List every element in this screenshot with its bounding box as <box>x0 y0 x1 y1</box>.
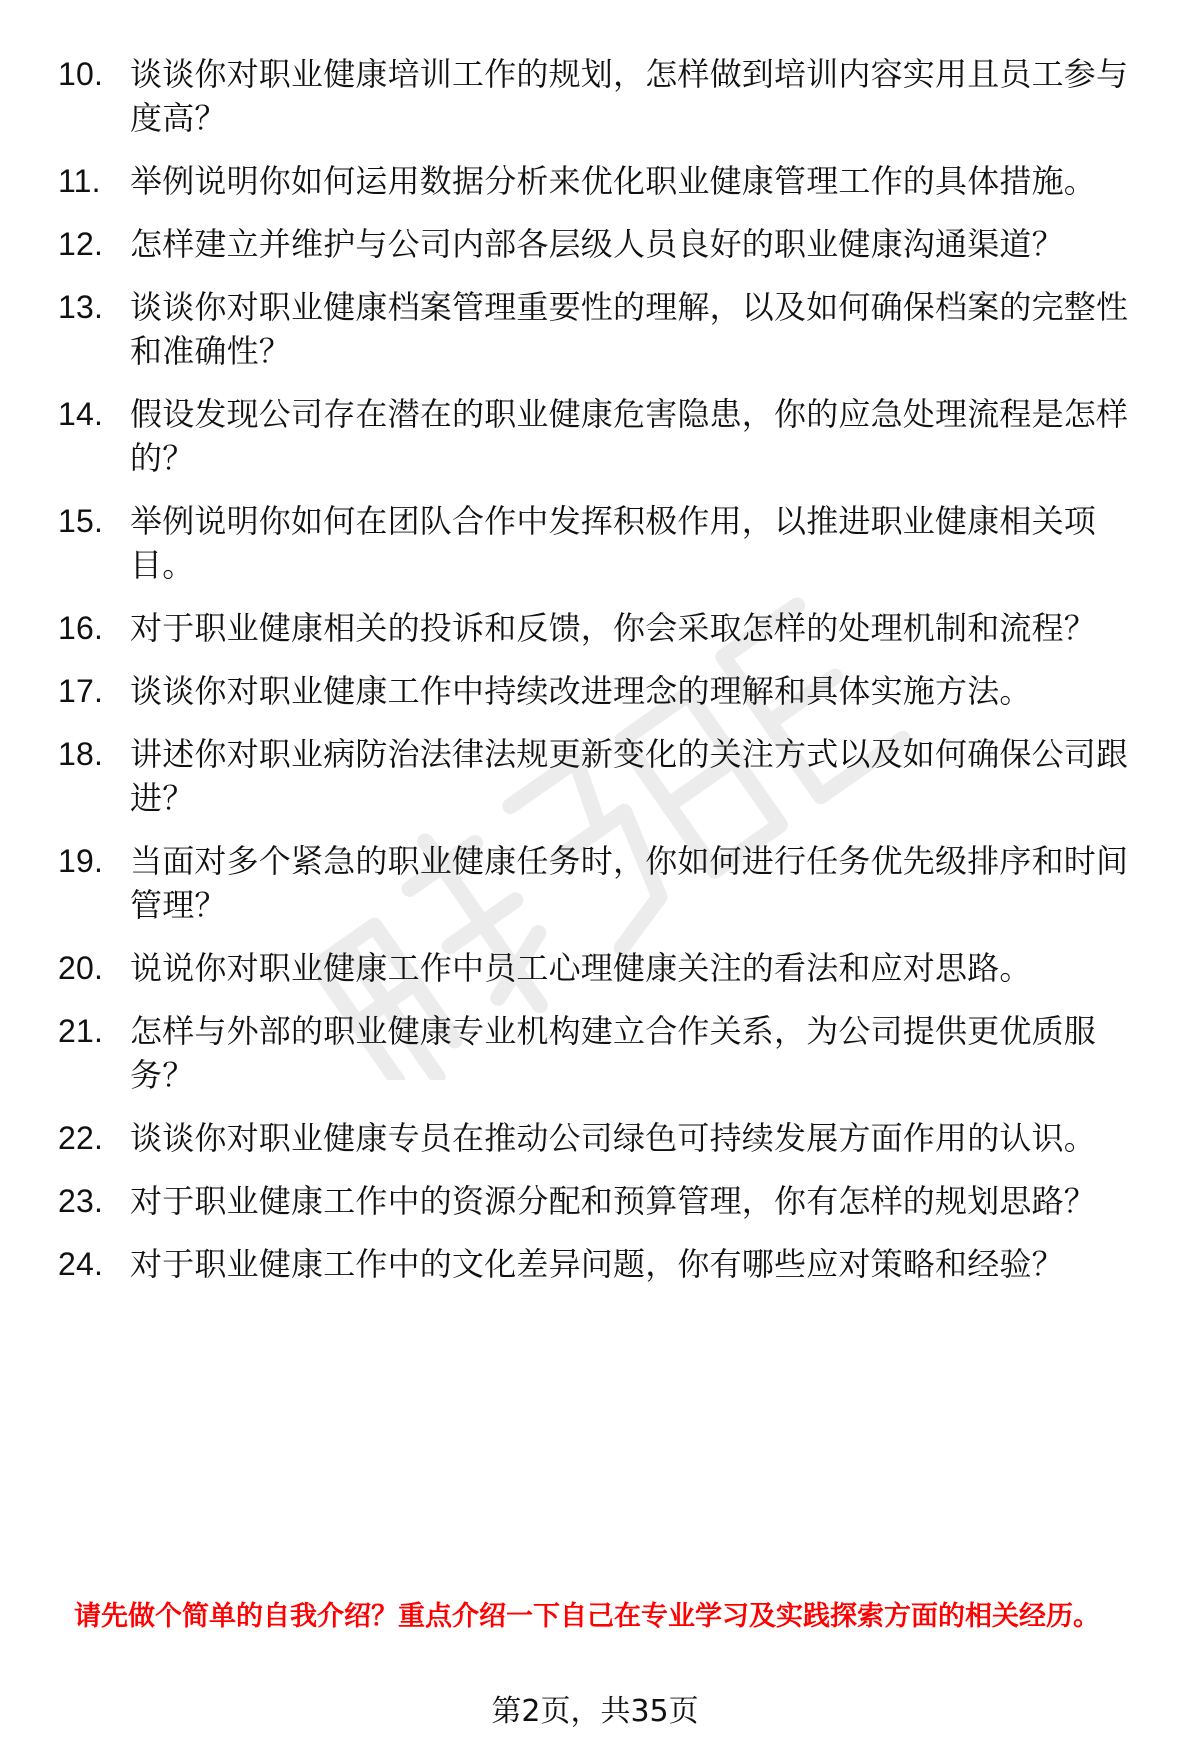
question-number: 17. <box>58 673 104 709</box>
question-text: 谈谈你对职业健康培训工作的规划，怎样做到培训内容实用且员工参与度高？ <box>130 55 1129 137</box>
question-text: 举例说明你如何在团队合作中发挥积极作用，以推进职业健康相关项目。 <box>130 502 1097 584</box>
list-item <box>58 222 1148 266</box>
question-number: 11. <box>58 163 101 199</box>
question-text: 举例说明你如何运用数据分析来优化职业健康管理工作的具体措施。 <box>130 162 1097 200</box>
question-text: 对于职业健康相关的投诉和反馈，你会采取怎样的处理机制和流程？ <box>130 609 1097 647</box>
question-text: 说说你对职业健康工作中员工心理健康关注的看法和应对思路。 <box>130 949 1032 987</box>
list-item <box>58 285 1148 373</box>
list-item <box>58 1116 1148 1160</box>
list-item <box>58 669 1148 713</box>
question-text: 讲述你对职业病防治法律法规更新变化的关注方式以及如何确保公司跟进？ <box>130 735 1129 817</box>
question-text: 对于职业健康工作中的文化差异问题，你有哪些应对策略和经验？ <box>130 1245 1064 1283</box>
list-item <box>58 159 1148 203</box>
question-text: 谈谈你对职业健康工作中持续改进理念的理解和具体实施方法。 <box>130 672 1032 710</box>
question-number: 15. <box>58 503 104 539</box>
question-text: 怎样与外部的职业健康专业机构建立合作关系，为公司提供更优质服务？ <box>130 1012 1097 1094</box>
question-text: 怎样建立并维护与公司内部各层级人员良好的职业健康沟通渠道？ <box>130 225 1064 263</box>
list-item <box>58 946 1148 990</box>
question-number: 10. <box>58 56 104 92</box>
list-item <box>58 52 1148 140</box>
question-text: 对于职业健康工作中的资源分配和预算管理，你有怎样的规划思路？ <box>130 1182 1097 1220</box>
list-item <box>58 839 1148 927</box>
page-number: 第2页，共35页 <box>491 1694 699 1729</box>
list-item <box>58 606 1148 650</box>
question-number: 24. <box>58 1246 104 1282</box>
list-item <box>58 1009 1148 1097</box>
list-item <box>58 392 1148 480</box>
question-text: 谈谈你对职业健康档案管理重要性的理解，以及如何确保档案的完整性和准确性？ <box>130 288 1129 370</box>
list-item <box>58 1242 1148 1286</box>
question-number: 16. <box>58 610 104 646</box>
question-number: 12. <box>58 226 104 262</box>
question-text: 当面对多个紧急的职业健康任务时，你如何进行任务优先级排序和时间管理？ <box>130 842 1129 924</box>
question-number: 23. <box>58 1183 104 1219</box>
list-item <box>58 732 1148 820</box>
question-number: 22. <box>58 1120 104 1156</box>
list-item <box>58 1179 1148 1223</box>
question-number: 18. <box>58 736 104 772</box>
highlight-notice: 请先做个简单的自我介绍？重点介绍一下自己在专业学习及实践探索方面的相关经历。 <box>74 1601 1100 1632</box>
question-number: 21. <box>58 1013 104 1049</box>
question-text: 假设发现公司存在潜在的职业健康危害隐患，你的应急处理流程是怎样的？ <box>130 395 1129 477</box>
list-item <box>58 499 1148 587</box>
question-list <box>58 52 1148 1305</box>
question-number: 20. <box>58 950 104 986</box>
question-number: 19. <box>58 843 104 879</box>
question-text: 谈谈你对职业健康专员在推动公司绿色可持续发展方面作用的认识。 <box>130 1119 1097 1157</box>
question-number: 14. <box>58 396 104 432</box>
question-number: 13. <box>58 289 104 325</box>
